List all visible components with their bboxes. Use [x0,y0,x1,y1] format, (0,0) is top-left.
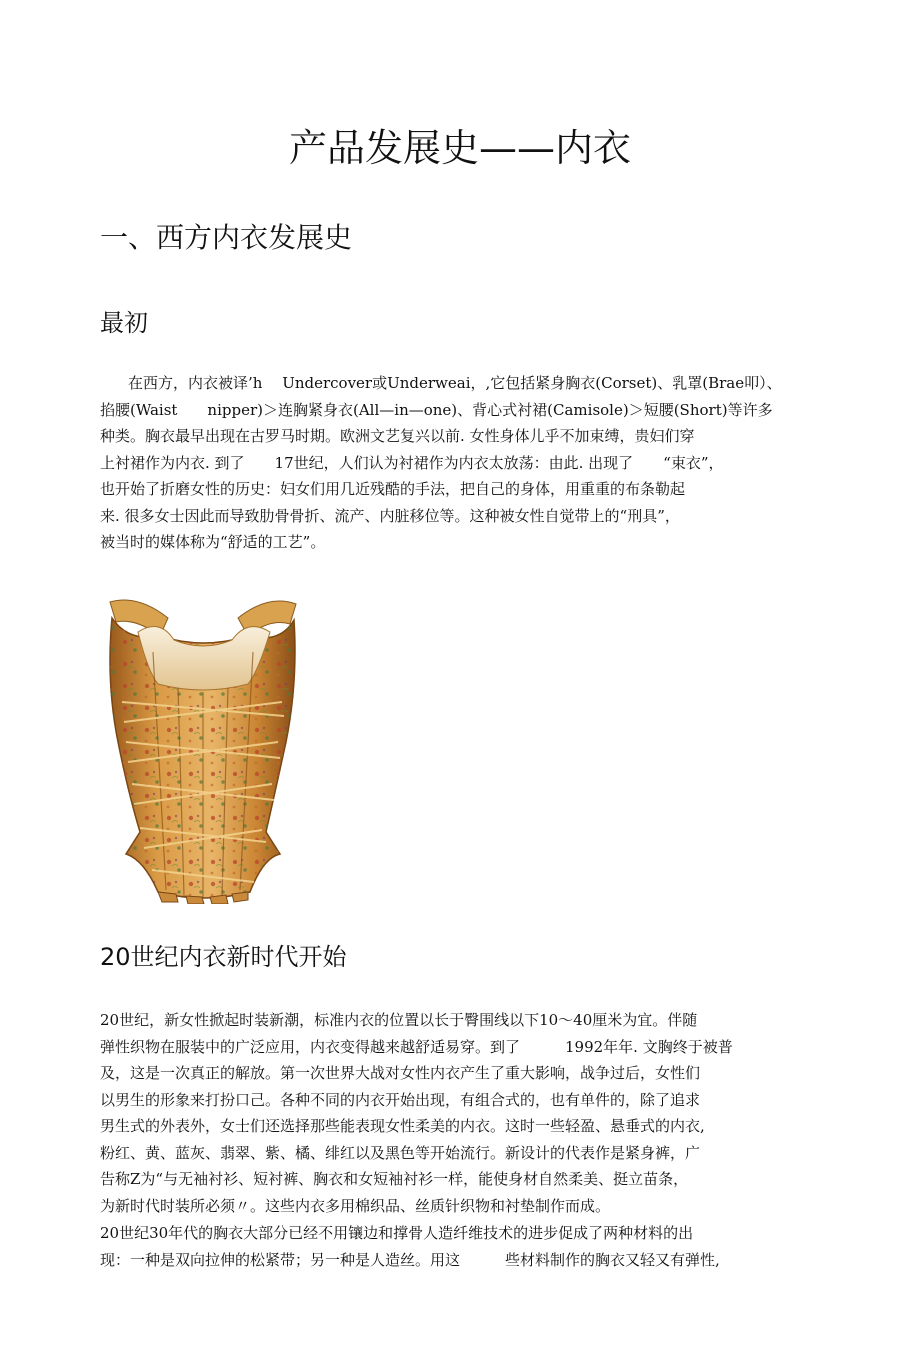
text-line: 也开始了折磨女性的历史：妇女们用几近残酷的手法，把自己的身体，用重重的布条勒起 [100,480,686,498]
20th-century-paragraph-2 [100,1220,830,1273]
text-line: 及，这是一次真正的解放。第一次世界大战对女性内衣产生了重大影响，战争过后，女性们 [100,1064,701,1082]
text-line: 在西方，内衣被译’h Undercover或Underweai，,它包括紧身胸衣(Corset)、乳罩(Brae叩）、 [128,374,782,392]
text-line: 为新时代时装所必须〃。这些内衣多用棉织品、丝质针织物和衬垫制作而成。 [100,1196,611,1215]
subsection-heading-20th-century: 20世纪内衣新时代开始 [100,943,347,971]
text-line: 掐腰(Waist nipper)＞连胸紧身衣(All—in—one)、背心式衬裙(Camisole)＞短腰(Short)等许多 [100,400,773,419]
origin-paragraph [100,370,830,556]
text-line: 种类。胸衣最早出现在古罗马时期。欧洲文艺复兴以前. 女性身体儿乎不加束缚，贵妇们穿 [100,427,695,445]
subsection-heading-origin: 最初 [100,309,148,337]
text-line: 来. 很多女士因此而导致肋骨骨折、流产、内脏移位等。这种被女性自觉带上的“刑具”， [100,506,680,525]
20th-century-paragraph-1 [100,1007,830,1219]
text-line: 20世纪，新女性掀起时装新潮，标准内衣的位置以长于臀围线以下10～40厘米为宜。伴随 [100,1011,698,1029]
corset-illustration [98,592,308,904]
text-line: 20世纪30年代的胸衣大部分已经不用镶边和撑骨人造纤维技术的进步促成了两种材料的出 [100,1224,694,1242]
text-line: 弹性织物在服装中的广泛应用，内衣变得越来越舒适易穿。到了 1992年年. 文胸终于被普 [100,1037,733,1056]
text-line: 现：一种是双向拉伸的松紧带；另一种是人造丝。用这 些材料制作的胸衣又轻又有弹性, [100,1250,720,1269]
text-line: 上衬裙作为内衣. 到了 17世纪，人们认为衬裙作为内衣太放荡：由此. 出现了 “束衣”， [100,453,724,472]
text-line: 男生式的外表外，女士们还选择那些能表现女性柔美的内衣。这时一些轻盈、悬垂式的内衣, [100,1117,705,1135]
text-line: 告称Z为“与无袖衬衫、短衬裤、胸衣和女短袖衬衫一样，能使身材自然柔美、挺立苗条， [100,1170,689,1188]
text-line: 粉红、黄、蓝灰、翡翠、紫、橘、绯红以及黑色等开始流行。新设计的代表作是紧身裤，广 [100,1143,701,1162]
text-line: 被当时的媒体称为“舒适的工艺”。 [100,533,326,551]
section-heading-western-history: 一、西方内衣发展史 [100,221,353,254]
text-line: 以男生的形象来打扮口己。各种不同的内衣开始出现，有组合式的，也有单件的，除了追求 [100,1090,701,1109]
page-title: 产品发展史——内衣 [288,126,631,170]
